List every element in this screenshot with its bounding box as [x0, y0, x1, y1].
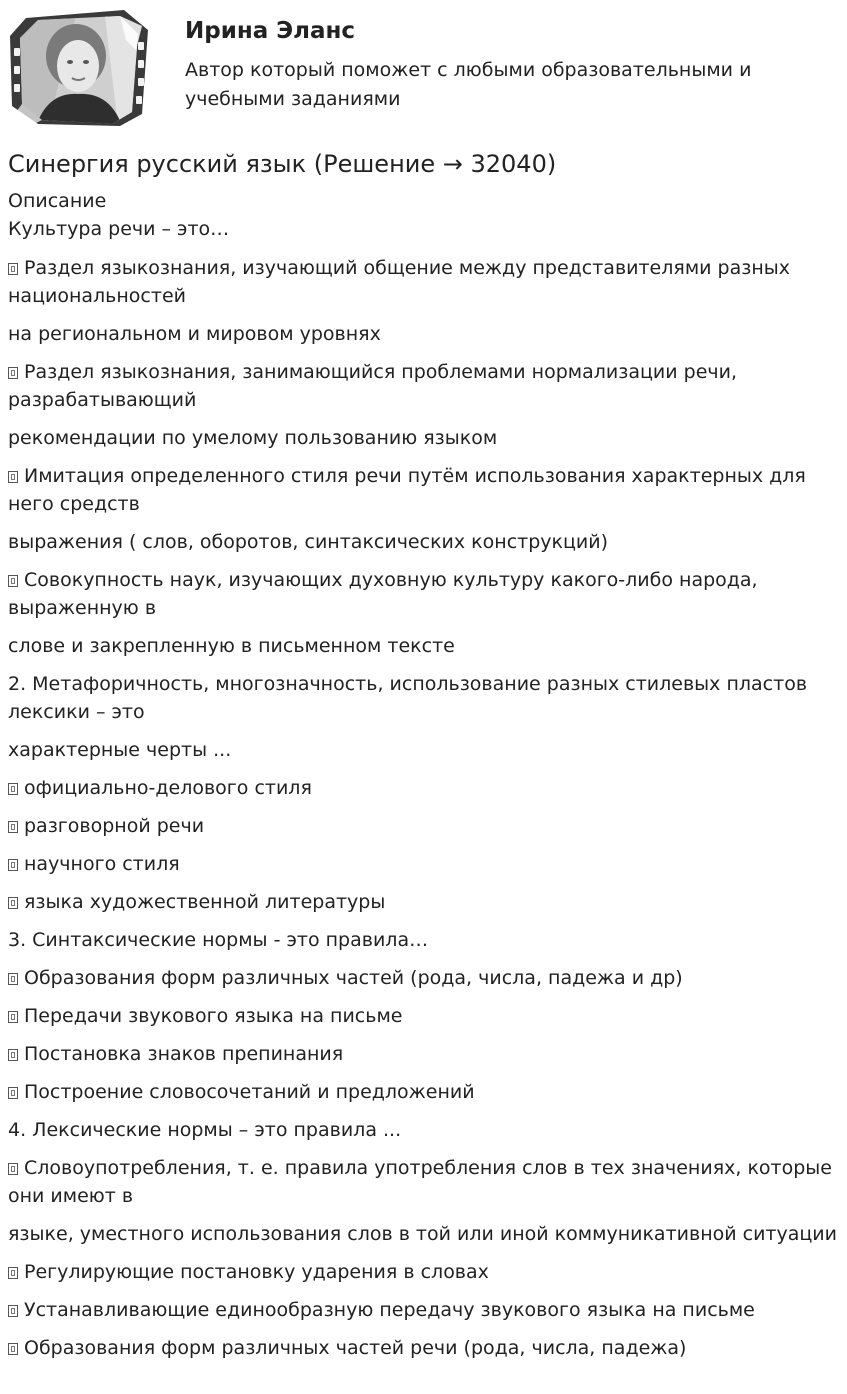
missing-glyph-icon [8, 367, 18, 379]
document-paragraph [8, 888, 839, 916]
document-paragraph [8, 1334, 839, 1362]
document-paragraph [8, 254, 839, 310]
paragraph-text: Образования форм различных частей речи (рода, числа, падежа) [24, 1337, 687, 1359]
document-paragraph [8, 1078, 839, 1106]
missing-glyph-icon [8, 1343, 18, 1355]
paragraph-text: Совокупность наук, изучающих духовную культуру какого-либо народа, выраженную в [8, 569, 758, 619]
paragraph-text: Устанавливающие единообразную передачу звукового языка на письме [24, 1299, 755, 1321]
document-paragraph [8, 1040, 839, 1068]
document-paragraph [8, 926, 839, 954]
document-paragraph [8, 1220, 839, 1248]
document-paragraph [8, 670, 839, 726]
missing-glyph-icon [8, 821, 18, 833]
paragraph-text: языка художественной литературы [24, 891, 386, 913]
paragraph-text: слове и закрепленную в письменном тексте [8, 635, 455, 657]
paragraph-text: выражения ( слов, оборотов, синтаксических конструкций) [8, 531, 609, 553]
document-paragraph [8, 812, 839, 840]
paragraph-text: 4. Лексические нормы – это правила ... [8, 1119, 402, 1141]
missing-glyph-icon [8, 783, 18, 795]
paragraph-text: Раздел языкознания, изучающий общение между представителями разных национальностей [8, 257, 791, 307]
document-paragraph [8, 736, 839, 764]
missing-glyph-icon [8, 859, 18, 871]
paragraph-text: 3. Синтаксические нормы - это правила… [8, 929, 429, 951]
paragraph-text: Образования форм различных частей (рода, числа, падежа и др) [24, 967, 683, 989]
paragraph-text: Постановка знаков препинания [24, 1043, 344, 1065]
paragraph-text: Словоупотребления, т. е. правила употребления слов в тех значениях, которые они имеют в [8, 1157, 832, 1207]
paragraph-text: Регулирующие постановку ударения в словах [24, 1261, 489, 1283]
document-paragraph [8, 528, 839, 556]
page-title: Синергия русский язык (Решение → 32040) [8, 150, 557, 178]
document-paragraph [8, 774, 839, 802]
paragraph-text: характерные черты ... [8, 739, 232, 761]
document-paragraph [8, 358, 839, 414]
document-paragraph [8, 964, 839, 992]
document-paragraph [8, 1296, 839, 1324]
missing-glyph-icon [8, 897, 18, 909]
document-paragraph [8, 632, 839, 660]
document-paragraph [8, 424, 839, 452]
missing-glyph-icon [8, 1305, 18, 1317]
missing-glyph-icon [8, 973, 18, 985]
document-paragraph [8, 1258, 839, 1286]
author-card [8, 8, 839, 128]
document-paragraph [8, 850, 839, 878]
author-description: Автор который поможет с любыми образовательными и учебными заданиями [185, 59, 752, 110]
missing-glyph-icon [8, 575, 18, 587]
missing-glyph-icon [8, 1011, 18, 1023]
document-paragraph [8, 1154, 839, 1210]
document-paragraph [8, 462, 839, 518]
missing-glyph-icon [8, 1049, 18, 1061]
paragraph-text: разговорной речи [24, 815, 205, 837]
author-avatar [8, 8, 150, 126]
paragraph-text: Раздел языкознания, занимающийся проблемами нормализации речи, разрабатывающий [8, 361, 738, 411]
paragraph-text: Построение словосочетаний и предложений [24, 1081, 475, 1103]
paragraph-text: на региональном и мировом уровнях [8, 323, 381, 345]
paragraph-text: Имитация определенного стиля речи путём использования характерных для него средств [8, 465, 806, 515]
missing-glyph-icon [8, 1163, 18, 1175]
document-paragraph [8, 566, 839, 622]
document-paragraph [8, 320, 839, 348]
missing-glyph-icon [8, 471, 18, 483]
missing-glyph-icon [8, 1267, 18, 1279]
document-body [8, 254, 839, 1372]
document-paragraph [8, 1116, 839, 1144]
document-paragraph [8, 1002, 839, 1030]
paragraph-text: рекомендации по умелому пользованию языком [8, 427, 498, 449]
missing-glyph-icon [8, 1087, 18, 1099]
paragraph-text: Передачи звукового языка на письме [24, 1005, 403, 1027]
section-label: Описание [8, 190, 107, 212]
paragraph-text: официально-делового стиля [24, 777, 312, 799]
paragraph-text: научного стиля [24, 853, 180, 875]
description-header [8, 187, 839, 243]
missing-glyph-icon [8, 263, 18, 275]
paragraph-text: языке, уместного использования слов в той или иной коммуникативной ситуации [8, 1223, 838, 1245]
intro-text: Культура речи – это… [8, 218, 230, 240]
author-name: Ирина Эланс [185, 18, 356, 44]
paragraph-text: 2. Метафоричность, многозначность, использование разных стилевых пластов лексики – это [8, 673, 808, 723]
